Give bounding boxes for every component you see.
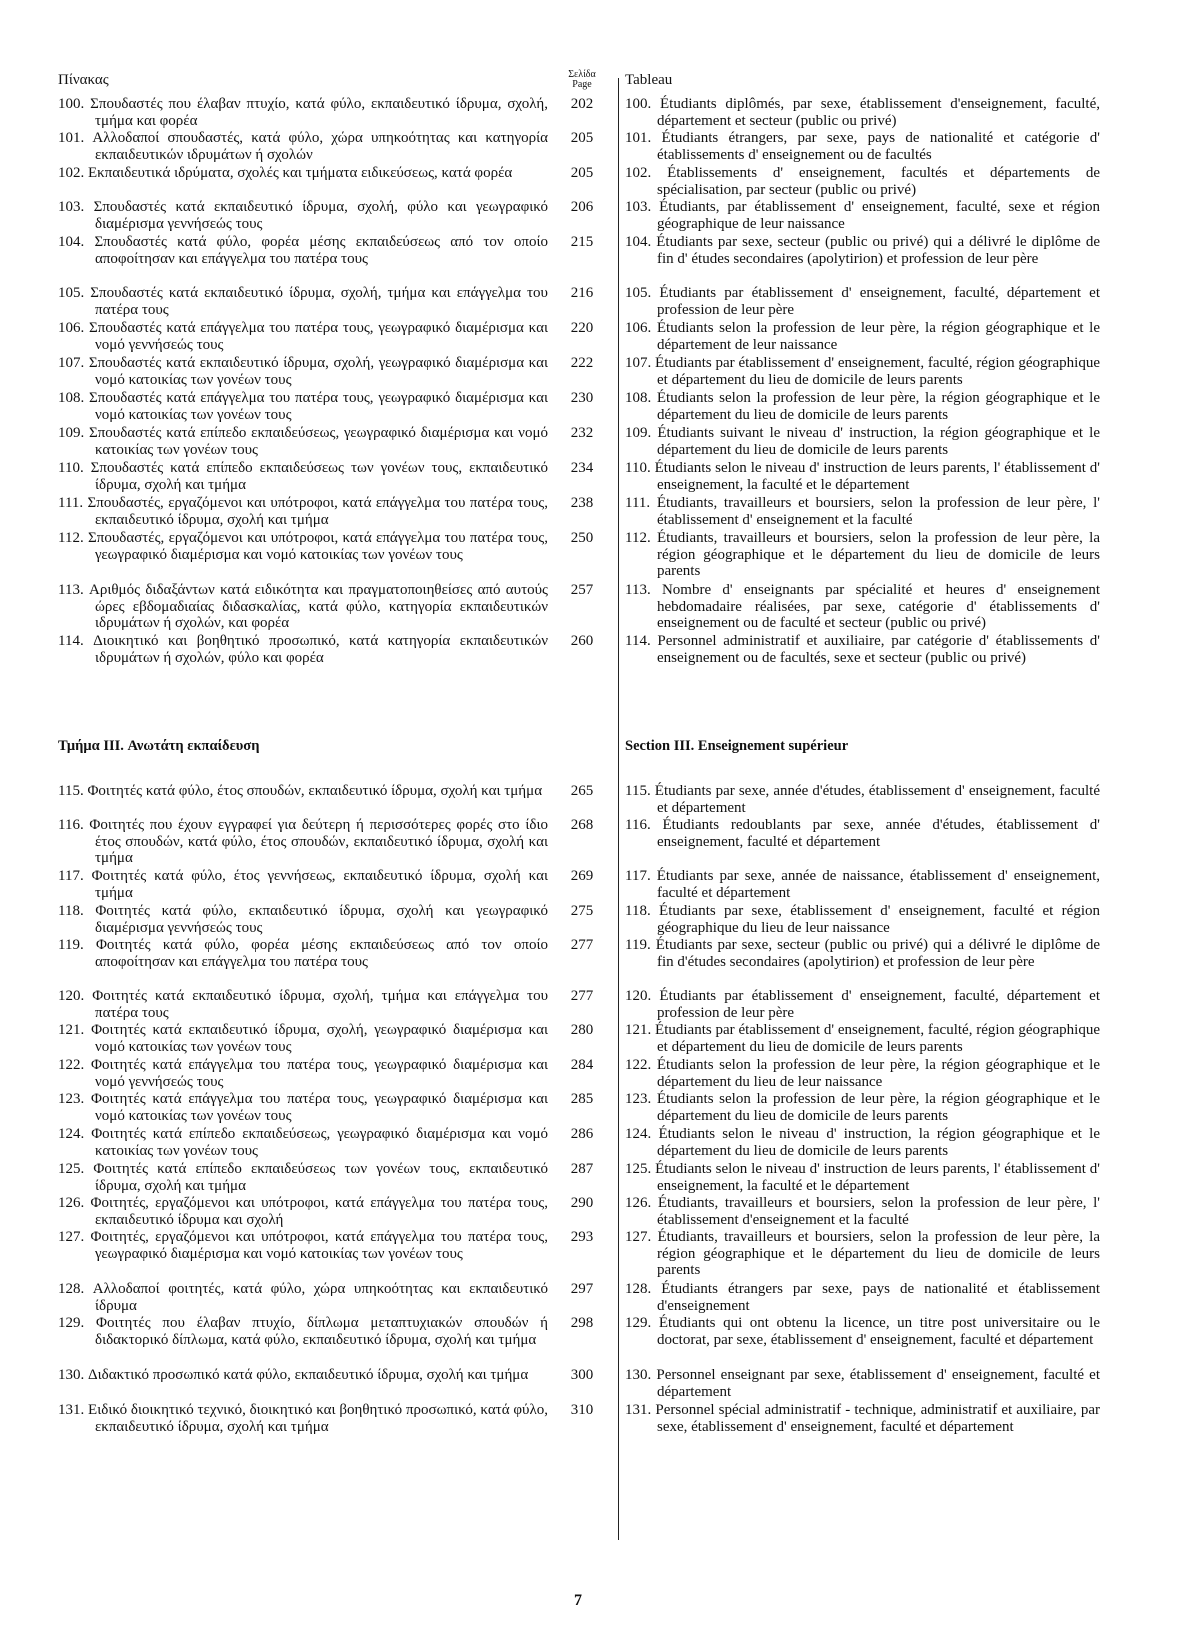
- header-page: [558, 70, 606, 90]
- toc-entry-page: 269: [570, 868, 594, 884]
- toc-entry-page: 257: [570, 582, 594, 598]
- toc-entry-french-text: 129. Étudiants qui ont obtenu la licence, un titre post universitaire ou le doctorat, par sexe, établissement d' enseignement, faculté et département: [625, 1315, 1100, 1348]
- toc-entry-french: [625, 234, 1100, 267]
- toc-entry-greek: [58, 1402, 548, 1435]
- toc-entry-greek-text: 120. Φοιτητές κατά εκπαιδευτικό ίδρυμα, σχολή, τμήμα και επάγγελμα του πατέρα τους: [58, 988, 548, 1021]
- toc-entry-french-text: 111. Étudiants, travailleurs et boursiers, selon la profession de leur père, l' établissement d' enseignement et la faculté: [625, 495, 1100, 528]
- toc-entry-page: 205: [570, 165, 594, 181]
- toc-entry-page: 215: [570, 234, 594, 250]
- toc-entry-greek-text: 122. Φοιτητές κατά επάγγελμα του πατέρα τους, γεωγραφικό διαμέρισμα και νομό γεννήσεώς τους: [58, 1057, 548, 1090]
- toc-entry-french-text: 101. Étudiants étrangers, par sexe, pays de nationalité et catégorie d' établissements d' enseignement ou de facultés: [625, 130, 1100, 163]
- toc-entry-greek-text: 131. Ειδικό διοικητικό τεχνικό, διοικητικό και βοηθητικό προσωπικό, κατά φύλο, εκπαιδευτικό ίδρυμα, σχολή και τμήμα: [58, 1402, 548, 1435]
- toc-entry-greek: [58, 633, 548, 666]
- toc-entry-page: 250: [570, 530, 594, 546]
- toc-entry-page: 277: [570, 937, 594, 953]
- toc-entry-french-text: 131. Personnel spécial administratif - technique, administratif et auxiliaire, par sexe, établissement d' enseignement, faculté et département: [625, 1402, 1100, 1435]
- toc-entry-page: 300: [570, 1367, 594, 1383]
- toc-entry-greek: [58, 165, 548, 182]
- toc-entry-page: 216: [570, 285, 594, 301]
- toc-entry-page: 260: [570, 633, 594, 649]
- toc-entry-greek: [58, 199, 548, 232]
- toc-entry-page: 286: [570, 1126, 594, 1142]
- toc-entry-page: 238: [570, 495, 594, 511]
- toc-entry-french: [625, 783, 1100, 816]
- toc-entry-greek-text: 121. Φοιτητές κατά εκπαιδευτικό ίδρυμα, σχολή, γεωγραφικό διαμέρισμα και νομό κατοικίας των γονέων τους: [58, 1022, 548, 1055]
- toc-entry-greek: [58, 868, 548, 901]
- toc-entry-french: [625, 1022, 1100, 1055]
- toc-entry-greek-text: 117. Φοιτητές κατά φύλο, έτος γεννήσεως, εκπαιδευτικό ίδρυμα, σχολή και τμήμα: [58, 868, 548, 901]
- toc-entry-page: 220: [570, 320, 594, 336]
- toc-entry-greek-text: 119. Φοιτητές κατά φύλο, φορέα μέσης εκπαιδεύσεως από τον οποίο αποφοίτησαν και επάγγελμα του πατέρα τους: [58, 937, 548, 970]
- header-page-gr: Σελίδα: [568, 69, 596, 80]
- toc-entry-greek-text: 123. Φοιτητές κατά επάγγελμα του πατέρα τους, γεωγραφικό διαμέρισμα και νομό κατοικίας των γονέων τους: [58, 1091, 548, 1124]
- toc-entry-french-text: 116. Étudiants redoublants par sexe, année d'études, établissement d' enseignement, faculté et département: [625, 817, 1100, 850]
- toc-entry-greek-text: 108. Σπουδαστές κατά επάγγελμα του πατέρα τους, γεωγραφικό διαμέρισμα και νομό κατοικίας των γονέων τους: [58, 390, 548, 423]
- toc-entry-french: [625, 1281, 1100, 1314]
- toc-entry-french-text: 106. Étudiants selon la profession de leur père, la région géographique et le département de leur naissance: [625, 320, 1100, 353]
- toc-entry-page: 290: [570, 1195, 594, 1211]
- toc-entry-greek: [58, 582, 548, 632]
- toc-entry-greek: [58, 783, 548, 800]
- toc-entry-french: [625, 355, 1100, 388]
- toc-entry-greek: [58, 1281, 548, 1314]
- toc-entry-page: 205: [570, 130, 594, 146]
- header-french: Tableau: [625, 72, 673, 88]
- toc-entry-greek-text: 116. Φοιτητές που έχουν εγγραφεί για δεύτερη ή περισσότερες φορές στο ίδιο έτος σπουδών, κατά φύλο, έτος σπουδών, εκπαιδευτικό ίδρυμα, σχολή και τμήμα: [58, 817, 548, 867]
- toc-entry-greek: [58, 390, 548, 423]
- toc-entry-greek-text: 102. Εκπαιδευτικά ιδρύματα, σχολές και τμήματα ειδικεύσεως, κατά φορέα: [58, 165, 513, 181]
- toc-entry-greek: [58, 1161, 548, 1194]
- toc-entry-greek: [58, 988, 548, 1021]
- header-page-en: Page: [572, 79, 592, 90]
- toc-entry-greek-text: 101. Αλλοδαποί σπουδαστές, κατά φύλο, χώρα υπηκοότητας και κατηγορία εκπαιδευτικών ιδρυμάτων ή σχολών: [58, 130, 548, 163]
- toc-entry-page: 285: [570, 1091, 594, 1107]
- toc-entry-french: [625, 937, 1100, 970]
- column-divider: [618, 78, 619, 1540]
- toc-entry-french-text: 100. Étudiants diplômés, par sexe, établissement d'enseignement, faculté, département et secteur (public ou privé): [625, 96, 1100, 129]
- toc-entry-greek-text: 110. Σπουδαστές κατά επίπεδο εκπαιδεύσεως των γονέων τους, εκπαιδευτικό ίδρυμα, σχολή και τμήμα: [58, 460, 548, 493]
- toc-entry-french: [625, 1315, 1100, 1348]
- toc-entry-french: [625, 96, 1100, 129]
- toc-entry-greek: [58, 530, 548, 563]
- toc-entry-french: [625, 1161, 1100, 1194]
- toc-entry-french-text: 105. Étudiants par établissement d' enseignement, faculté, département et profession de leur père: [625, 285, 1100, 318]
- toc-entry-greek-text: 118. Φοιτητές κατά φύλο, εκπαιδευτικό ίδρυμα, σχολή και γεωγραφικό διαμέρισμα γεννήσεώς τους: [58, 903, 548, 936]
- toc-entry-french: [625, 1057, 1100, 1090]
- toc-entry-french: [625, 1195, 1100, 1228]
- toc-entry-french-text: 110. Étudiants selon le niveau d' instruction de leurs parents, l' établissement d' enseignement, la faculté et le département: [625, 460, 1100, 493]
- toc-entry-greek-text: 106. Σπουδαστές κατά επάγγελμα του πατέρα τους, γεωγραφικό διαμέρισμα και νομό γεννήσεώς τους: [58, 320, 548, 353]
- toc-entry-greek-text: 128. Αλλοδαποί φοιτητές, κατά φύλο, χώρα υπηκοότητας και εκπαιδευτικό ίδρυμα: [58, 1281, 548, 1314]
- toc-entry-french: [625, 1229, 1100, 1279]
- toc-entry-page: 265: [570, 783, 594, 799]
- toc-entry-greek: [58, 1022, 548, 1055]
- toc-entry-french-text: 109. Étudiants suivant le niveau d' instruction, la région géographique et le département du lieu de domicile de leurs parents: [625, 425, 1100, 458]
- toc-entry-page: 297: [570, 1281, 594, 1297]
- toc-entry-french: [625, 199, 1100, 232]
- toc-entry-french-text: 118. Étudiants par sexe, établissement d' enseignement, faculté et région géographique du lieu de leur naissance: [625, 903, 1100, 936]
- toc-entry-greek: [58, 1126, 548, 1159]
- toc-entry-french: [625, 868, 1100, 901]
- toc-entry-french-text: 107. Étudiants par établissement d' enseignement, faculté, région géographique et département du lieu de domicile de leurs parents: [625, 355, 1100, 388]
- toc-entry-greek-text: 115. Φοιτητές κατά φύλο, έτος σπουδών, εκπαιδευτικό ίδρυμα, σχολή και τμήμα: [58, 783, 543, 799]
- toc-entry-page: 275: [570, 903, 594, 919]
- toc-entry-greek: [58, 817, 548, 867]
- toc-entry-greek: [58, 285, 548, 318]
- toc-entry-french: [625, 495, 1100, 528]
- toc-entry-page: 293: [570, 1229, 594, 1245]
- toc-entry-page: 284: [570, 1057, 594, 1073]
- toc-entry-french-text: 121. Étudiants par établissement d' enseignement, faculté, région géographique et département du lieu de domicile de leurs parents: [625, 1022, 1100, 1055]
- toc-entry-greek: [58, 1057, 548, 1090]
- toc-entry-page: 232: [570, 425, 594, 441]
- toc-entry-greek-text: 105. Σπουδαστές κατά εκπαιδευτικό ίδρυμα, σχολή, τμήμα και επάγγελμα του πατέρα τους: [58, 285, 548, 318]
- toc-entry-french-text: 124. Étudiants selon le niveau d' instruction, la région géographique et le département du lieu de domicile de leurs parents: [625, 1126, 1100, 1159]
- toc-entry-page: 202: [570, 96, 594, 112]
- toc-entry-page: 222: [570, 355, 594, 371]
- toc-entry-greek-text: 130. Διδακτικό προσωπικό κατά φύλο, εκπαιδευτικό ίδρυμα, σχολή και τμήμα: [58, 1367, 529, 1383]
- toc-entry-french-text: 104. Étudiants par sexe, secteur (public ou privé) qui a délivré le diplôme de fin d' études secondaires (apolytirion) et profession de leur père: [625, 234, 1100, 267]
- toc-entry-greek: [58, 495, 548, 528]
- toc-entry-greek-text: 129. Φοιτητές που έλαβαν πτυχίο, δίπλωμα μεταπτυχιακών σπουδών ή διδακτορικό δίπλωμα, κατά φύλο, εκπαιδευτικό ίδρυμα, σχολή και τμήμα: [58, 1315, 548, 1348]
- toc-entry-french-text: 103. Étudiants, par établissement d' enseignement, faculté, sexe et région géographique de leur naissance: [625, 199, 1100, 232]
- toc-entry-greek-text: 114. Διοικητικό και βοηθητικό προσωπικό, κατά κατηγορία εκπαιδευτικών ιδρυμάτων ή σχολών, φύλο και φορέα: [58, 633, 548, 666]
- toc-entry-page: 298: [570, 1315, 594, 1331]
- toc-entry-greek: [58, 355, 548, 388]
- toc-entry-french: [625, 460, 1100, 493]
- toc-entry-greek: [58, 96, 548, 129]
- toc-entry-greek-text: 113. Αριθμός διδαξάντων κατά ειδικότητα και πραγματοποιηθείσες από αυτούς ώρες εβδομαδιαίας διδασκαλίας, κατά φύλο, κατηγορία εκπαιδευτικών ιδρυμάτων ή σχολών, και φορέα: [58, 582, 548, 632]
- toc-entry-french: [625, 582, 1100, 632]
- toc-entry-page: 268: [570, 817, 594, 833]
- toc-entry-greek: [58, 320, 548, 353]
- toc-entry-french: [625, 390, 1100, 423]
- toc-entry-greek-text: 104. Σπουδαστές κατά φύλο, φορέα μέσης εκπαιδεύσεως από τον οποίο αποφοίτησαν και επάγγελμα του πατέρα τους: [58, 234, 548, 267]
- toc-entry-french-text: 113. Nombre d' enseignants par spécialité et heures d' enseignement hebdomadaire réalisées, par sexe, catégorie d' établissements d' enseignement ou de faculté et secteur (public ou privé): [625, 582, 1100, 632]
- toc-entry-page: 234: [570, 460, 594, 476]
- toc-entry-french: [625, 320, 1100, 353]
- toc-entry-french: [625, 817, 1100, 850]
- toc-entry-greek-text: 127. Φοιτητές, εργαζόμενοι και υπότροφοι, κατά επάγγελμα του πατέρα τους, γεωγραφικό διαμέρισμα και νομό κατοικίας των γονέων τους: [58, 1229, 548, 1262]
- toc-entry-french-text: 125. Étudiants selon le niveau d' instruction de leurs parents, l' établissement d' enseignement, la faculté et le département: [625, 1161, 1100, 1194]
- toc-entry-french: [625, 988, 1100, 1021]
- toc-entry-greek-text: 107. Σπουδαστές κατά εκπαιδευτικό ίδρυμα, σχολή, γεωγραφικό διαμέρισμα και νομό κατοικίας των γονέων τους: [58, 355, 548, 388]
- toc-entry-french-text: 122. Étudiants selon la profession de leur père, la région géographique et le département du lieu de leur naissance: [625, 1057, 1100, 1090]
- toc-entry-french: [625, 633, 1100, 666]
- toc-entry-greek: [58, 903, 548, 936]
- toc-entry-greek-text: 125. Φοιτητές κατά επίπεδο εκπαιδεύσεως των γονέων τους, εκπαιδευτικό ίδρυμα, σχολή και τμήμα: [58, 1161, 548, 1194]
- toc-entry-greek: [58, 460, 548, 493]
- toc-entry-french-text: 114. Personnel administratif et auxiliaire, par catégorie d' établissements d' enseignement ou de facultés, sexe et secteur (public ou privé): [625, 633, 1100, 666]
- toc-entry-french-text: 127. Étudiants, travailleurs et boursiers, selon la profession de leur père, la région géographique et le département du lieu de domicile de leurs parents: [625, 1229, 1100, 1279]
- toc-entry-french-text: 128. Étudiants étrangers par sexe, pays de nationalité et établissement d'enseignement: [625, 1281, 1100, 1314]
- toc-entry-french-text: 117. Étudiants par sexe, année de naissance, établissement d' enseignement, faculté et département: [625, 868, 1100, 901]
- toc-entry-french-text: 115. Étudiants par sexe, année d'études, établissement d' enseignement, faculté et département: [625, 783, 1100, 816]
- section-title-greek: Τμήμα III. Ανωτάτη εκπαίδευση: [58, 738, 260, 754]
- toc-entry-french-text: 119. Étudiants par sexe, secteur (public ou privé) qui a délivré le diplôme de fin d'études secondaires (apolytirion) et profession de leur père: [625, 937, 1100, 970]
- page-number: 7: [574, 1592, 582, 1609]
- toc-entry-page: 310: [570, 1402, 594, 1418]
- toc-entry-greek-text: 103. Σπουδαστές κατά εκπαιδευτικό ίδρυμα, σχολή, φύλο και γεωγραφικό διαμέρισμα γεννήσεώς τους: [58, 199, 548, 232]
- toc-entry-french-text: 112. Étudiants, travailleurs et boursiers, selon la profession de leur père, la région géographique et le département du lieu de domicile de leurs parents: [625, 530, 1100, 580]
- toc-entry-french: [625, 425, 1100, 458]
- toc-entry-french: [625, 165, 1100, 198]
- toc-entry-french-text: 130. Personnel enseignant par sexe, établissement d' enseignement, faculté et département: [625, 1367, 1100, 1400]
- toc-entry-french: [625, 530, 1100, 580]
- toc-entry-greek: [58, 1315, 548, 1348]
- toc-entry-french: [625, 903, 1100, 936]
- header-greek: Πίνακας: [58, 72, 109, 88]
- toc-entry-french: [625, 1126, 1100, 1159]
- toc-entry-greek-text: 109. Σπουδαστές κατά επίπεδο εκπαιδεύσεως, γεωγραφικό διαμέρισμα και νομό κατοικίας των γονέων τους: [58, 425, 548, 458]
- toc-entry-french-text: 126. Étudiants, travailleurs et boursiers, selon la profession de leur père, l' établissement d'enseignement et la faculté: [625, 1195, 1100, 1228]
- toc-entry-french-text: 120. Étudiants par établissement d' enseignement, faculté, département et profession de leur père: [625, 988, 1100, 1021]
- toc-entry-page: 230: [570, 390, 594, 406]
- toc-entry-greek: [58, 1367, 548, 1384]
- section-title-french: Section III. Enseignement supérieur: [625, 738, 849, 754]
- toc-entry-french-text: 123. Étudiants selon la profession de leur père, la région géographique et le département du lieu de domicile de leurs parents: [625, 1091, 1100, 1124]
- toc-entry-french-text: 108. Étudiants selon la profession de leur père, la région géographique et le département du lieu de domicile de leurs parents: [625, 390, 1100, 423]
- toc-entry-french: [625, 1402, 1100, 1435]
- toc-entry-page: 277: [570, 988, 594, 1004]
- toc-entry-french: [625, 285, 1100, 318]
- toc-entry-greek-text: 124. Φοιτητές κατά επίπεδο εκπαιδεύσεως, γεωγραφικό διαμέρισμα και νομό κατοικίας των γονέων τους: [58, 1126, 548, 1159]
- toc-entry-greek: [58, 1195, 548, 1228]
- toc-entry-french: [625, 1091, 1100, 1124]
- toc-entry-french: [625, 130, 1100, 163]
- toc-entry-greek: [58, 425, 548, 458]
- toc-entry-greek-text: 112. Σπουδαστές, εργαζόμενοι και υπότροφοι, κατά επάγγελμα του πατέρα τους, γεωγραφικό διαμέρισμα και νομό κατοικίας των γονέων τους: [58, 530, 548, 563]
- toc-entry-greek: [58, 234, 548, 267]
- toc-entry-greek-text: 100. Σπουδαστές που έλαβαν πτυχίο, κατά φύλο, εκπαιδευτικό ίδρυμα, σχολή, τμήμα και φορέα: [58, 96, 548, 129]
- toc-entry-greek: [58, 130, 548, 163]
- toc-entry-page: 280: [570, 1022, 594, 1038]
- toc-entry-page: 287: [570, 1161, 594, 1177]
- toc-entry-french-text: 102. Établissements d' enseignement, facultés et départements de spécialisation, par secteur (public ou privé): [625, 165, 1100, 198]
- toc-entry-greek: [58, 1229, 548, 1262]
- toc-entry-greek: [58, 1091, 548, 1124]
- toc-entry-greek-text: 111. Σπουδαστές, εργαζόμενοι και υπότροφοι, κατά επάγγελμα του πατέρα τους, εκπαιδευτικό ίδρυμα, σχολή και τμήμα: [58, 495, 548, 528]
- toc-entry-page: 206: [570, 199, 594, 215]
- toc-entry-greek-text: 126. Φοιτητές, εργαζόμενοι και υπότροφοι, κατά επάγγελμα του πατέρα τους, εκπαιδευτικό ίδρυμα και σχολή: [58, 1195, 548, 1228]
- toc-entry-french: [625, 1367, 1100, 1400]
- toc-entry-greek: [58, 937, 548, 970]
